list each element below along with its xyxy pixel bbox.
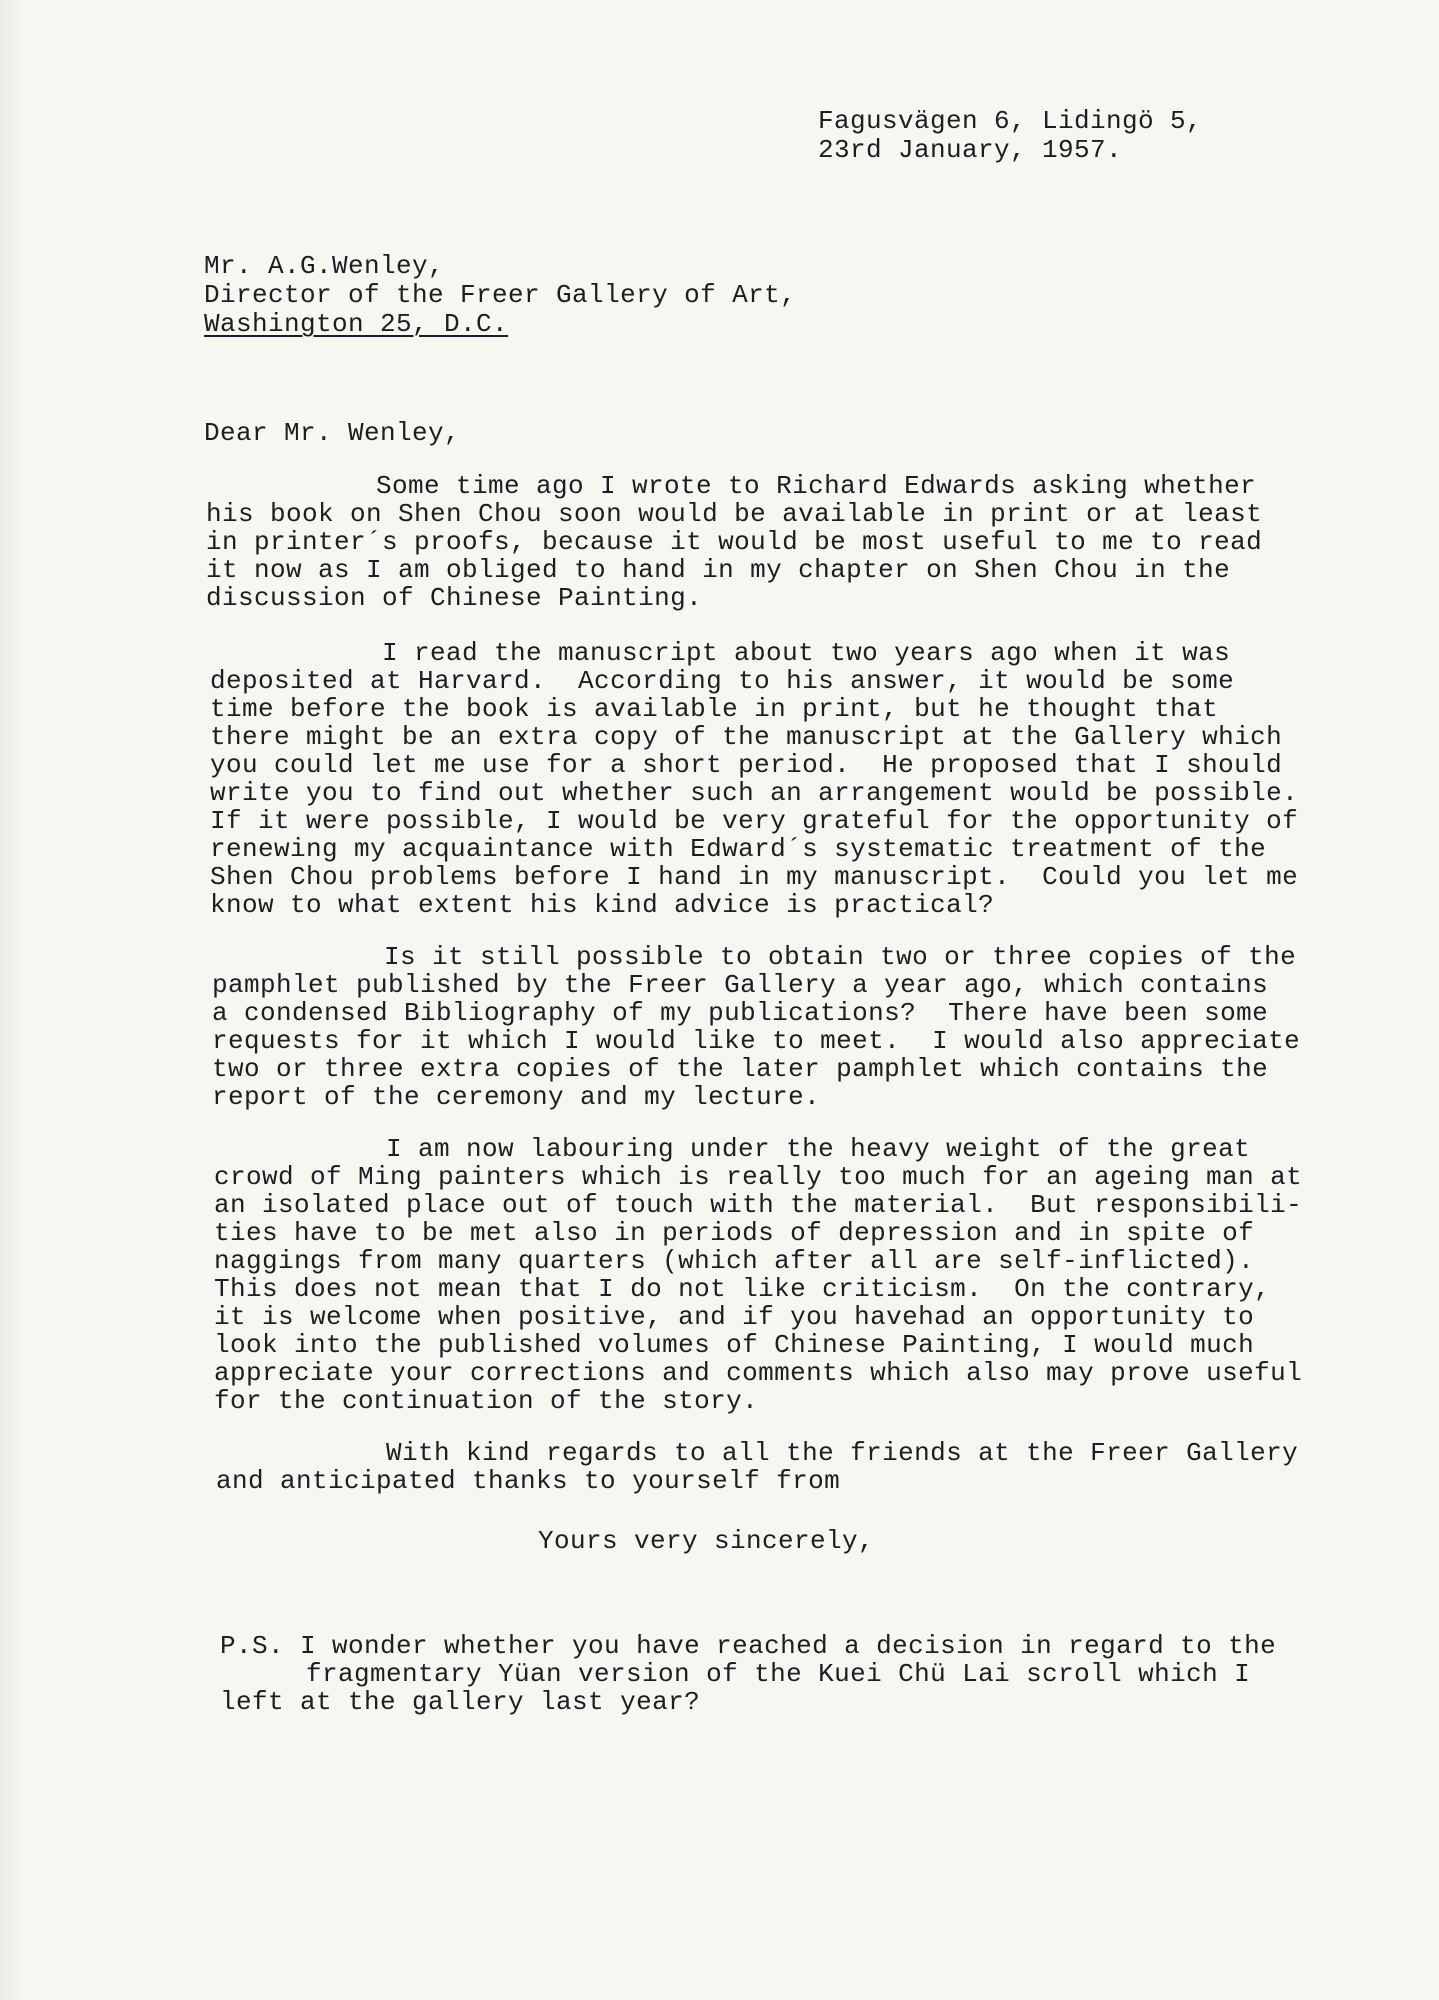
postscript-line: P.S. I wonder whether you have reached a decision in regard to the bbox=[220, 1631, 1277, 1661]
paragraph-line: I am now labouring under the heavy weight of the great bbox=[386, 1134, 1251, 1164]
paragraph-line: crowd of Ming painters which is really too much for an ageing man at bbox=[214, 1162, 1303, 1192]
paragraph-line: it is welcome when positive, and if you havehad an opportunity to bbox=[214, 1302, 1255, 1332]
paragraph-line: look into the published volumes of Chinese Painting, I would much bbox=[214, 1330, 1255, 1360]
paragraph-line: This does not mean that I do not like criticism. On the contrary, bbox=[214, 1274, 1271, 1304]
paragraph-line: you could let me use for a short period. He proposed that I should bbox=[210, 750, 1283, 780]
paragraph-line: naggings from many quarters (which after all are self-inflicted). bbox=[214, 1246, 1255, 1276]
paragraph-line: If it were possible, I would be very grateful for the opportunity of bbox=[210, 806, 1299, 836]
paragraph-line: two or three extra copies of the later pamphlet which contains the bbox=[212, 1054, 1269, 1084]
paragraph-line: know to what extent his kind advice is practical? bbox=[210, 890, 995, 920]
salutation: Dear Mr. Wenley, bbox=[204, 418, 461, 448]
paragraph-line: his book on Shen Chou soon would be available in print or at least bbox=[206, 499, 1263, 529]
paragraph-line: and anticipated thanks to yourself from bbox=[216, 1466, 841, 1496]
address-date: 23rd January, 1957. bbox=[818, 135, 1123, 165]
paragraph-line: With kind regards to all the friends at the Freer Gallery bbox=[386, 1438, 1299, 1468]
paragraph-line: it now as I am obliged to hand in my chapter on Shen Chou in the bbox=[206, 555, 1231, 585]
paragraph-line: Shen Chou problems before I hand in my manuscript. Could you let me bbox=[210, 862, 1299, 892]
paragraph-line: appreciate your corrections and comments which also may prove useful bbox=[214, 1358, 1303, 1388]
paragraph-line: I read the manuscript about two years ago when it was bbox=[382, 638, 1231, 668]
postscript-line: left at the gallery last year? bbox=[220, 1687, 701, 1717]
paragraph-line: a condensed Bibliography of my publications? There have been some bbox=[212, 998, 1269, 1028]
paragraph-line: deposited at Harvard. According to his answer, it would be some bbox=[210, 666, 1235, 696]
closing: Yours very sincerely, bbox=[538, 1526, 875, 1556]
paragraph-line: time before the book is available in print, but he thought that bbox=[210, 694, 1219, 724]
paragraph-line: discussion of Chinese Painting. bbox=[206, 583, 703, 613]
paragraph-line: requests for it which I would like to meet. I would also appreciate bbox=[212, 1026, 1301, 1056]
paragraph-line: ties have to be met also in periods of depression and in spite of bbox=[214, 1218, 1255, 1248]
recipient-name: Mr. A.G.Wenley, bbox=[204, 251, 445, 281]
paragraph-line: Some time ago I wrote to Richard Edwards asking whether bbox=[376, 471, 1257, 501]
paragraph-line: in printer´s proofs, because it would be most useful to me to read bbox=[206, 527, 1263, 557]
paragraph-line: pamphlet published by the Freer Gallery a year ago, which contains bbox=[212, 970, 1269, 1000]
paragraph-line: report of the ceremony and my lecture. bbox=[212, 1082, 821, 1112]
recipient-city: Washington 25, D.C. bbox=[204, 309, 509, 339]
address-line-1: Fagusvägen 6, Lidingö 5, bbox=[818, 106, 1203, 136]
paragraph-line: renewing my acquaintance with Edward´s systematic treatment of the bbox=[210, 834, 1267, 864]
paragraph-line: write you to find out whether such an arrangement would be possible. bbox=[210, 778, 1299, 808]
postscript-line: fragmentary Yüan version of the Kuei Chü Lai scroll which I bbox=[306, 1659, 1251, 1689]
paragraph-line: there might be an extra copy of the manuscript at the Gallery which bbox=[210, 722, 1283, 752]
page-edge-shadow bbox=[0, 0, 26, 2000]
recipient-title: Director of the Freer Gallery of Art, bbox=[204, 280, 797, 310]
paragraph-line: for the continuation of the story. bbox=[214, 1386, 759, 1416]
paragraph-line: an isolated place out of touch with the material. But responsibili- bbox=[214, 1190, 1303, 1220]
paragraph-line: Is it still possible to obtain two or three copies of the bbox=[384, 942, 1297, 972]
